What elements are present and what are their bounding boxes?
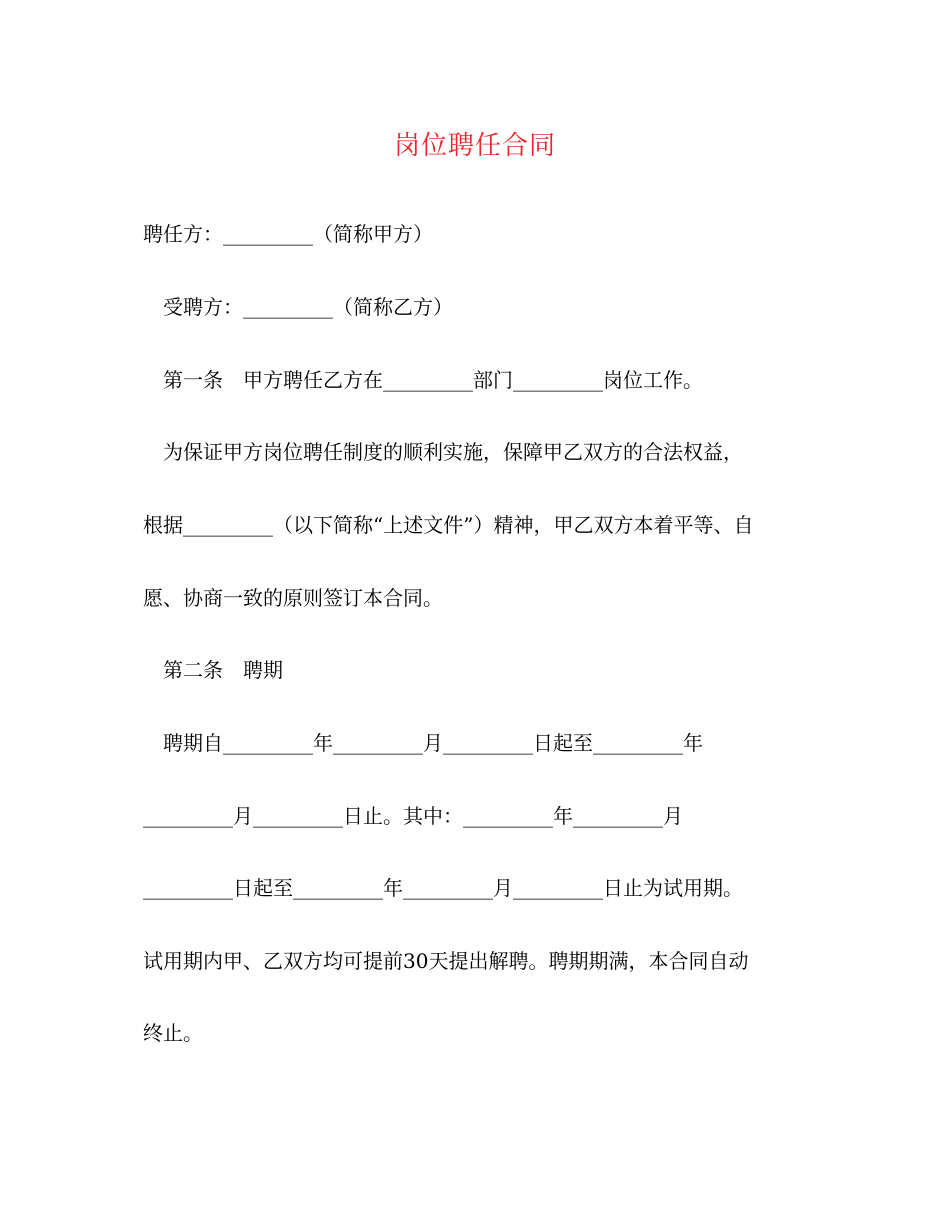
paragraph-line: 愿、协商一致的原则签订本合同。 (143, 586, 443, 610)
paragraph-line: 为保证甲方岗位聘任制度的顺利实施，保障甲乙双方的合法权益， (163, 440, 743, 464)
paragraph-line: 根据_________（以下简称“上述文件”）精神，甲乙双方本着平等、自 (143, 513, 754, 537)
employee-line: 受聘方：_________（简称乙方） (163, 295, 453, 319)
document-title: 岗位聘任合同 (393, 131, 556, 161)
term-line: 聘期自_________年_________月_________日起至_________年 (163, 731, 703, 755)
term-line: _________月_________日止。其中：_________年_________月 (143, 804, 683, 828)
term-line: 终止。 (143, 1021, 203, 1045)
article-one-line: 第一条 甲方聘任乙方在_________部门_________岗位工作。 (163, 368, 703, 392)
term-line: 试用期内甲、乙双方均可提前30天提出解聘。聘期期满，本合同自动 (143, 949, 749, 973)
employer-line: 聘任方：_________（简称甲方） (143, 222, 433, 246)
article-two-heading: 第二条 聘期 (163, 658, 283, 682)
term-line: _________日起至_________年_________月_________日止为试用期。 (143, 876, 743, 900)
